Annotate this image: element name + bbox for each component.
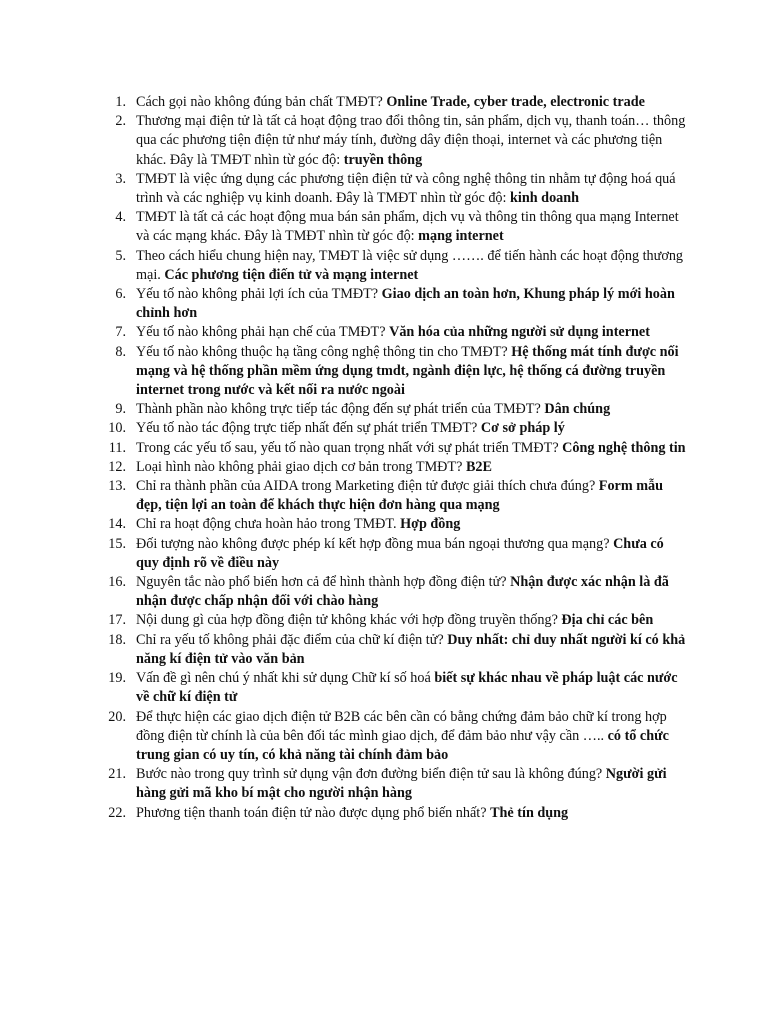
question-item (96, 535, 686, 573)
question-text: Vấn đề gì nên chú ý nhất khi sử dụng Chữ kí số hoá (136, 670, 435, 687)
answer-text: biết sự khác nhau về pháp luật các nước về chữ kí điện tử (136, 670, 678, 706)
answer-text: Dân chúng (544, 401, 611, 418)
answer-text: Giao dịch an toàn hơn, Khung pháp lý mới hoàn chỉnh hơn (136, 286, 675, 322)
question-number: 10. (108, 420, 126, 437)
answer-text: Công nghệ thông tin (562, 439, 686, 456)
question-item (96, 285, 686, 323)
question-number: 6. (115, 286, 126, 303)
question-text: Nguyên tắc nào phổ biến hơn cả để hình thành hợp đồng điện tử? (136, 574, 511, 591)
question-item (96, 573, 686, 611)
question-number: 1. (115, 94, 126, 110)
answer-text: Nhận được xác nhận là đã nhận được chấp nhận đối với chào hàng (136, 574, 669, 610)
question-item (96, 93, 686, 112)
question-number: 8. (115, 343, 126, 360)
answer-text: Online Trade, cyber trade, electronic trade (386, 94, 645, 110)
question-number: 20. (108, 708, 126, 725)
question-text: Phương tiện thanh toán điện tử nào được dụng phổ biến nhất? (136, 804, 491, 821)
question-item (96, 343, 686, 401)
question-text: Yếu tố nào tác động trực tiếp nhất đến sự phát triển TMĐT? (136, 420, 481, 437)
question-text: TMĐT là tất cả các hoạt động mua bán sản phẩm, dịch vụ và thông tin thông qua mạng Internet và các mạng khác. Đây là TMĐT nhìn từ góc độ: (136, 209, 679, 245)
question-item (96, 323, 686, 342)
question-text: Thương mại điện tử là tất cả hoạt động trao đổi thông tin, sản phẩm, dịch vụ, thanh toán… thông qua các phương tiện điện tử như máy tính, đường dây điện thoại, internet và các phương tiện khác. Đây là TMĐT nhìn từ góc độ: (136, 113, 686, 168)
question-text: Để thực hiện các giao dịch điện tử B2B các bên cần có bằng chứng đảm bảo chữ kí trong hợp đồng điện từ chính là của bên đối tác mình giao dịch, để đảm bảo như vậy cần ….. (136, 708, 667, 744)
answer-text: kinh doanh (510, 190, 580, 207)
question-number: 16. (108, 574, 126, 591)
question-item (96, 458, 686, 477)
question-text: Yếu tố nào không thuộc hạ tầng công nghệ thông tin cho TMĐT? (136, 343, 512, 360)
question-number: 15. (108, 535, 126, 552)
question-item (96, 765, 686, 803)
question-item (96, 439, 686, 458)
answer-text: Người gửi hàng gửi mã kho bí mật cho người nhận hàng (136, 766, 667, 802)
question-text: Chỉ ra thành phần của AIDA trong Marketing điện tử được giải thích chưa đúng? (136, 478, 599, 495)
question-list (96, 93, 686, 823)
question-item (96, 419, 686, 438)
question-text: Thành phần nào không trực tiếp tác động đến sự phát triển của TMĐT? (136, 401, 545, 418)
question-number: 22. (108, 804, 126, 821)
question-item (96, 708, 686, 766)
answer-text: Văn hóa của những người sử dụng internet (389, 324, 650, 341)
answer-text: Hệ thống mát tính được nối mạng và hệ thống phần mềm ứng dụng tmdt, ngành điện lực, hệ thống cá đường truyền internet trong nước và kết nối ra nước ngoài (136, 343, 679, 399)
answer-text: Các phương tiện điến tử và mạng internet (164, 266, 419, 283)
question-number: 9. (115, 401, 126, 418)
answer-text: Cơ sở pháp lý (480, 420, 565, 437)
answer-text: Chưa có quy định rõ về điều này (136, 535, 664, 571)
question-text: Chỉ ra yếu tố không phải đặc điểm của chữ kí điện tử? (136, 631, 448, 648)
answer-text: mạng internet (418, 228, 504, 245)
question-item (96, 247, 686, 285)
question-number: 18. (108, 631, 126, 648)
question-text: Theo cách hiểu chung hiện nay, TMĐT là việc sử dụng ……. để tiến hành các hoạt động thương mại. (136, 247, 684, 283)
question-item (96, 208, 686, 246)
answer-text: truyền thông (343, 151, 423, 168)
question-item (96, 611, 686, 630)
question-item (96, 515, 686, 534)
question-text: Chỉ ra hoạt động chưa hoàn hảo trong TMĐT. (136, 516, 401, 533)
answer-text: có tổ chức trung gian có uy tín, có khả năng tài chính đảm bảo (136, 727, 669, 763)
question-item (96, 112, 686, 170)
question-text: Cách gọi nào không đúng bản chất TMĐT? (136, 94, 387, 110)
question-number: 17. (108, 612, 126, 629)
question-item (96, 477, 686, 515)
answer-text: Hợp đồng (400, 516, 461, 533)
question-number: 2. (115, 113, 126, 130)
question-text: Loại hình nào không phải giao dịch cơ bản trong TMĐT? (136, 458, 466, 475)
question-text: Đối tượng nào không được phép kí kết hợp đồng mua bán ngoại thương qua mạng? (136, 535, 614, 552)
answer-text: B2E (465, 458, 492, 475)
question-number: 12. (108, 458, 126, 475)
question-number: 19. (108, 670, 126, 687)
question-item (96, 631, 686, 669)
answer-text: Form mẫu đẹp, tiện lợi an toàn để khách thực hiện đơn hàng qua mạng (136, 478, 664, 514)
question-text: Yếu tố nào không phải lợi ích của TMĐT? (136, 286, 382, 303)
question-number: 13. (108, 478, 126, 495)
question-item (96, 804, 686, 823)
question-text: TMĐT là việc ứng dụng các phương tiện điện tử và công nghệ thông tin nhằm tự động hoá quá trình và các nghiệp vụ kinh doanh. Đây là TMĐT nhìn từ góc độ: (136, 170, 676, 207)
question-text: Bước nào trong quy trình sử dụng vận đơn đường biển điện tử sau là không đúng? (136, 766, 606, 783)
question-number: 4. (115, 209, 126, 226)
question-item (96, 400, 686, 419)
question-number: 21. (108, 766, 126, 783)
question-number: 3. (115, 170, 126, 187)
question-number: 11. (108, 439, 126, 456)
question-text: Nội dung gì của hợp đồng điện tử không khác với hợp đồng truyền thống? (136, 612, 562, 629)
question-text: Trong các yếu tố sau, yếu tố nào quan trọng nhất với sự phát triển TMĐT? (136, 439, 563, 456)
answer-text: Địa chỉ các bên (561, 612, 654, 629)
question-number: 14. (108, 516, 126, 533)
question-text: Yếu tố nào không phải hạn chế của TMĐT? (136, 324, 390, 341)
question-item (96, 669, 686, 707)
question-item (96, 170, 686, 208)
answer-text: Duy nhất: chỉ duy nhất người kí có khả năng kí điện tử vào văn bản (136, 631, 686, 667)
question-number: 5. (115, 247, 126, 264)
question-number: 7. (115, 324, 126, 341)
answer-text: Thẻ tín dụng (490, 804, 569, 821)
